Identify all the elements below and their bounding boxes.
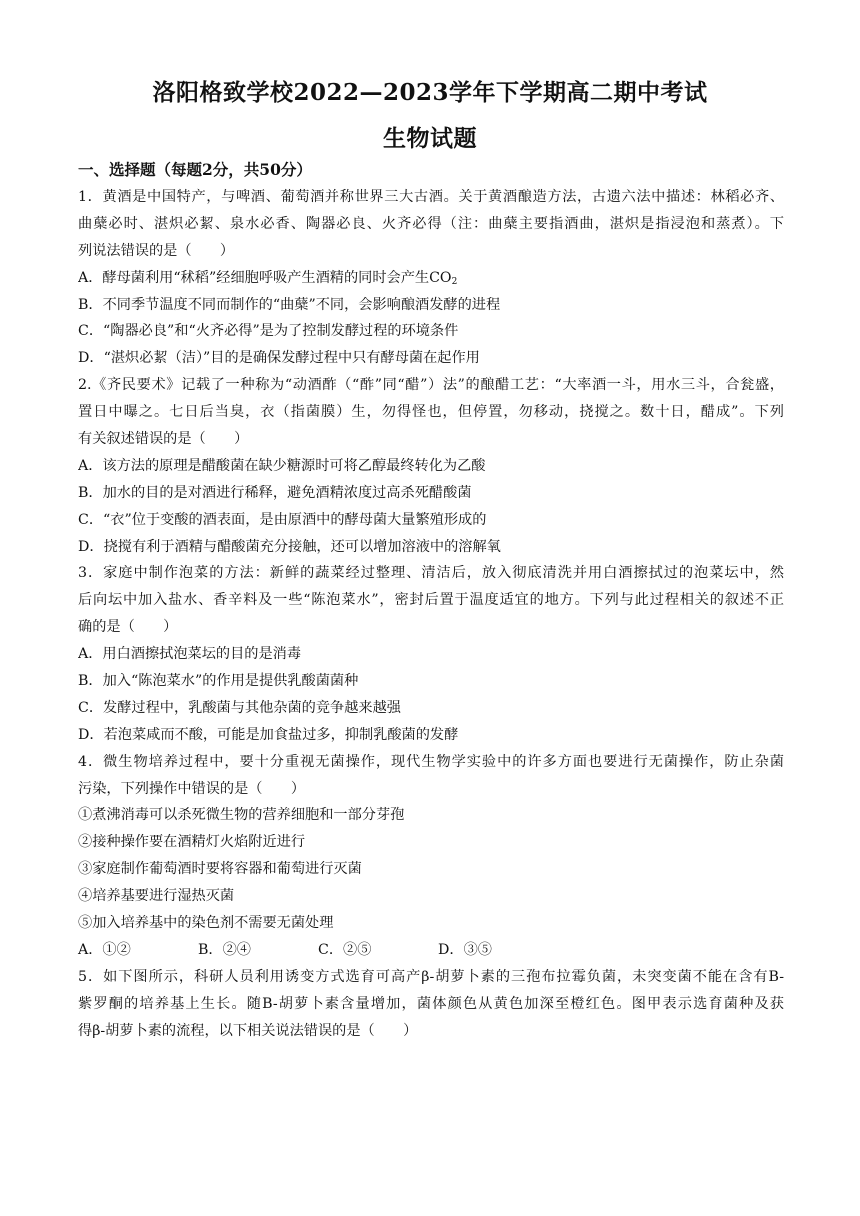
q4-statement-2: ②接种操作要在酒精灯火焰附近进行 xyxy=(78,834,306,851)
q1-option-d: D．“湛炽必絜（洁）”目的是确保发酵过程中只有酵母菌在起作用 xyxy=(78,350,480,367)
q1-stem-line-3: 列说法错误的是（ ） xyxy=(78,242,235,259)
q2-stem-line-3: 有关叙述错误的是（ ） xyxy=(78,431,249,448)
q4-statement-5: ⑤加入培养基中的染色剂不需要无菌处理 xyxy=(78,915,334,932)
q4-statement-1: ①煮沸消毒可以杀死微生物的营养细胞和一部分芽孢 xyxy=(78,807,405,824)
q1-option-b: B．不同季节温度不同而制作的“曲蘖”不同，会影响酿酒发酵的进程 xyxy=(78,296,501,313)
q2-option-b: B．加水的目的是对酒进行稀释，避免酒精浓度过高杀死醋酸菌 xyxy=(78,484,472,501)
q1-option-a-text: A．酵母菌利用“秫稻”经细胞呼吸产生酒精的同时会产生CO xyxy=(78,269,452,286)
exam-title: 洛阳格致学校2022—2023学年下学期高二期中考试 xyxy=(152,79,708,106)
q4-option-a: A．①② xyxy=(78,941,131,958)
q5-stem-line-3: 得β-胡萝卜素的流程，以下相关说法错误的是（ ） xyxy=(78,1022,418,1039)
question-list xyxy=(78,184,784,1045)
q2-option-c: C．“衣”位于变酸的酒表面，是由原酒中的酵母菌大量繁殖形成的 xyxy=(78,511,487,528)
q3-stem-line-1: 3．家庭中制作泡菜的方法：新鲜的蔬菜经过整理、清洁后，放入彻底清洗并用白酒擦拭过的泡菜坛中，然 xyxy=(78,565,784,582)
q3-option-b: B．加入“陈泡菜水”的作用是提供乳酸菌菌种 xyxy=(78,673,359,690)
q1-option-a xyxy=(78,265,784,292)
q4-option-c: C．②⑤ xyxy=(318,941,372,958)
q4-option-b: B．②④ xyxy=(198,941,251,958)
q1-stem-line-1: 1．黄酒是中国特产，与啤酒、葡萄酒并称世界三大古酒。关于黄酒酿造方法，古遗六法中描述：林稻必齐、 xyxy=(78,189,784,205)
q3-option-a: A．用白酒擦拭泡菜坛的目的是消毒 xyxy=(78,646,302,663)
q3-option-d: D．若泡菜咸而不酸，可能是加食盐过多，抑制乳酸菌的发酵 xyxy=(78,726,459,743)
q4-statement-3: ③家庭制作葡萄酒时要将容器和葡萄进行灭菌 xyxy=(78,861,362,878)
q2-stem-line-1: 2.《齐民要术》记载了一种称为“动酒酢（“酢”同“醋”）法”的酿醋工艺：“大率酒一斗，用水三斗，合瓮盛， xyxy=(78,377,784,394)
q1-option-c: C．“陶器必良”和“火齐必得”是为了控制发酵过程的环境条件 xyxy=(78,323,459,340)
q2-option-d: D．挠搅有利于酒精与醋酸菌充分接触，还可以增加溶液中的溶解氧 xyxy=(78,538,501,555)
q2-stem-line-2: 置日中曝之。七日后当臭，衣（指菌膜）生，勿得怪也，但停置，勿移动，挠搅之。数十日，醋成”。下列 xyxy=(78,404,784,421)
exam-subtitle: 生物试题 xyxy=(383,125,477,152)
q5-stem-line-2: 紫罗酮的培养基上生长。随B-胡萝卜素含量增加，菌体颜色从黄色加深至橙红色。图甲表示选育菌种及获 xyxy=(78,995,784,1012)
q4-statement-4: ④培养基要进行湿热灭菌 xyxy=(78,888,235,905)
q2-option-a: A．该方法的原理是醋酸菌在缺少糖源时可将乙醇最终转化为乙酸 xyxy=(78,457,486,474)
section-heading: 一、选择题（每题2分，共50分） xyxy=(78,160,312,179)
q3-stem-line-2: 后向坛中加入盐水、香辛料及一些“陈泡菜水”，密封后置于温度适宜的地方。下列与此过程相关的叙述不正 xyxy=(78,592,784,609)
q1-option-a-subscript: 2 xyxy=(451,276,458,287)
q1-stem-line-2: 曲蘖必时、湛炽必絜、泉水必香、陶器必良、火齐必得（注：曲蘖主要指酒曲，湛炽是指浸泡和蒸煮）。下 xyxy=(78,215,784,232)
q4-options xyxy=(78,937,784,964)
q4-stem-line-1: 4．微生物培养过程中，要十分重视无菌操作，现代生物学实验中的许多方面也要进行无菌操作，防止杂菌 xyxy=(78,753,784,770)
q4-option-d: D．③⑤ xyxy=(438,941,492,958)
q4-stem-line-2: 污染，下列操作中错误的是（ ） xyxy=(78,780,306,797)
q3-stem-line-3: 确的是（ ） xyxy=(78,619,178,636)
q5-stem-line-1: 5．如下图所示，科研人员利用诱变方式选育可高产β-胡萝卜素的三孢布拉霉负菌，未突变菌不能在含有B- xyxy=(78,968,784,985)
q3-option-c: C．发酵过程中，乳酸菌与其他杂菌的竞争越来越强 xyxy=(78,699,401,716)
